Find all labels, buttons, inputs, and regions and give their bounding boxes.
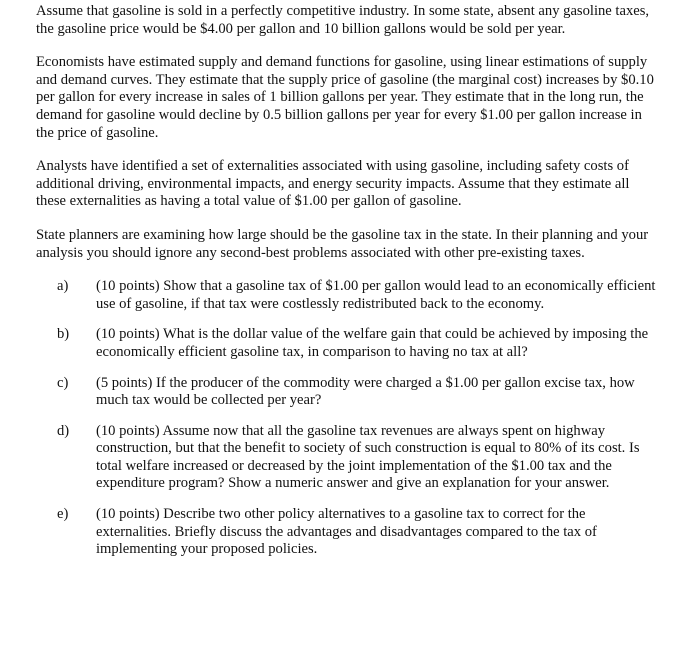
question-text: (10 points) Describe two other policy alternatives to a gasoline tax to correct for the externalities. Briefly discuss the advantages and disadvantages compared to the tax of implementing your proposed policies. [96,506,597,558]
question-marker: b) [57,326,70,343]
question-text: (10 points) Assume now that all the gasoline tax revenues are always spent on highway construction, but that the benefit to society of such construction is equal to 80% of its cost. Is total welfare increased or decreased by the joint implementation of the $1.00 tax and the expenditure program? Show a numeric answer and give an explanation for your answer. [96,422,640,492]
problem-document [36,3,660,572]
supply-demand-paragraph: Economists have estimated supply and demand functions for gasoline, using linear estimations of supply and demand curves. They estimate that the supply price of gasoline (the marginal cost) increases by $0.10 per gallon for every increase in sales of 1 billion gallons per year. They estimate that in the long run, the demand for gasoline would decline by 0.5 billion gallons per year for every $1.00 per gallon increase in the price of gasoline. [36,54,654,141]
question-list [36,278,660,559]
question-item-b [36,326,660,361]
question-item-d [36,423,660,493]
question-item-c [36,375,660,410]
question-text: (10 points) Show that a gasoline tax of $1.00 per gallon would lead to an economically efficient use of gasoline, if that tax were costlessly redistributed back to the economy. [96,278,656,312]
question-text: (5 points) If the producer of the commodity were charged a $1.00 per gallon excise tax, how much tax would be collected per year? [96,374,635,409]
question-marker: e) [57,506,69,523]
question-item-a [36,278,660,313]
question-item-e [36,506,660,559]
question-text: (10 points) What is the dollar value of the welfare gain that could be achieved by imposing the economically efficient gasoline tax, in comparison to having no tax at all? [96,326,649,360]
question-marker: a) [57,278,69,295]
externalities-paragraph: Analysts have identified a set of externalities associated with using gasoline, including safety costs of additional driving, environmental impacts, and energy security impacts. Assume that they estimate all these externalities as having a total value of $1.00 per gallon of gasoline. [36,158,630,210]
question-marker: d) [57,422,70,439]
planners-paragraph: State planners are examining how large should be the gasoline tax in the state. In their planning and your analysis you should ignore any second-best problems associated with other pre-existing taxes. [36,226,649,261]
question-marker: c) [57,374,69,391]
intro-paragraph: Assume that gasoline is sold in a perfectly competitive industry. In some state, absent any gasoline taxes, the gasoline price would be $4.00 per gallon and 10 billion gallons would be sold per year. [36,3,650,37]
